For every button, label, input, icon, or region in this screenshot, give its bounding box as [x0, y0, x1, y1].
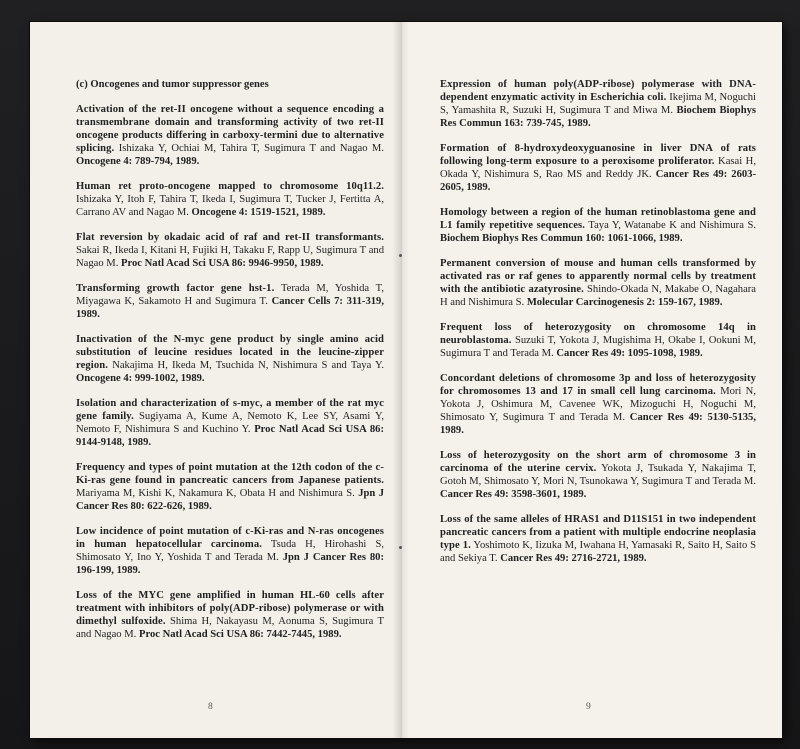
- citation-title: Loss of the MYC gene amplified in human HL-60 cells after treatment with inhibitors of poly(ADP-ribose) polymerase or with dimethyl sulfoxide.: [76, 590, 384, 627]
- citation-authors: Kasai H, Okada Y, Nishimura S, Rao MS and Reddy JK.: [440, 156, 756, 180]
- citation-entry: [76, 180, 384, 219]
- citation-title: Isolation and characterization of s-myc, a member of the rat myc gene family.: [76, 398, 384, 422]
- citation-entry: [440, 206, 756, 245]
- citation-title: Concordant deletions of chromosome 3p and loss of heterozygosity for chromosomes 13 and 17 in small cell lung carcinoma.: [440, 373, 756, 397]
- citation-title: Formation of 8-hydroxydeoxyguanosine in liver DNA of rats following long-term exposure to a peroxisome proliferator.: [440, 143, 756, 167]
- citation-source: Oncogene 4: 999-1002, 1989.: [76, 373, 205, 384]
- citation-authors: Sakai R, Ikeda I, Kitani H, Fujiki H, Takaku F, Rapp U, Sugimura T and Nagao M.: [76, 245, 384, 269]
- left-column: [76, 78, 384, 653]
- citation-source: Proc Natl Acad Sci USA 86: 7442-7445, 1989.: [138, 629, 342, 640]
- citation-source: Cancer Cells 7: 311-319, 1989.: [76, 296, 384, 320]
- citation-authors: Ikejima M, Noguchi S, Yamashita R, Suzuki H, Sugimura T and Miwa M.: [440, 92, 756, 116]
- citation-entry: [440, 257, 756, 309]
- citation-title: Human ret proto-oncogene mapped to chromosome 10q11.2.: [76, 181, 384, 192]
- citation-entry: [76, 589, 384, 641]
- citation-source: Biochem Biophys Res Commun 163: 739-745, 1989.: [440, 105, 756, 129]
- citation-entry: [76, 397, 384, 449]
- right-column: [440, 78, 756, 577]
- citation-source: Oncogene 4: 789-794, 1989.: [76, 156, 200, 167]
- citation-title: Loss of the same alleles of HRAS1 and D11S151 in two independent pancreatic cancers from a patient with multiple endocrine neoplasia type 1.: [440, 514, 756, 551]
- open-booklet: [30, 22, 782, 738]
- citation-title: Flat reversion by okadaic acid of raf and ret-II transformants.: [76, 232, 384, 243]
- page-number: 8: [208, 702, 213, 712]
- citation-source: Molecular Carcinogenesis 2: 159-167, 1989.: [526, 297, 723, 308]
- citation-entry: [76, 282, 384, 321]
- citation-source: Cancer Res 49: 2716-2721, 1989.: [500, 553, 647, 564]
- citation-authors: Tsuda H, Hirohashi S, Shimosato Y, Ino Y, Yoshida T and Terada M.: [76, 539, 384, 563]
- right-page: [400, 22, 782, 738]
- binding-staple: [399, 546, 402, 549]
- citation-source: Proc Natl Acad Sci USA 86: 9144-9148, 1989.: [76, 424, 384, 448]
- citation-source: Jpn J Cancer Res 80: 196-199, 1989.: [76, 552, 384, 576]
- citation-authors: Nakajima H, Ikeda M, Tsuchida N, Nishimura S and Taya Y.: [112, 360, 384, 371]
- citation-source: Cancer Res 49: 1095-1098, 1989.: [556, 348, 703, 359]
- citation-authors: Sugiyama A, Kume A, Nemoto K, Lee SY, Asami Y, Nemoto F, Nishimura S and Kuchino Y.: [76, 411, 384, 435]
- citation-entry: [440, 142, 756, 194]
- page-number: 9: [586, 702, 591, 712]
- citation-source: Proc Natl Acad Sci USA 86: 9946-9950, 1989.: [121, 258, 324, 269]
- citation-title: Homology between a region of the human retinoblastoma gene and L1 family repetitive sequences.: [440, 207, 756, 231]
- citation-source: Cancer Res 49: 2603-2605, 1989.: [440, 169, 756, 193]
- citation-authors: Ishizaka Y, Ochiai M, Tahira T, Sugimura T and Nagao M.: [118, 143, 384, 154]
- citation-authors: Taya Y, Watanabe K and Nishimura S.: [588, 220, 756, 231]
- citation-entry: [440, 78, 756, 130]
- citation-source: Oncogene 4: 1519-1521, 1989.: [191, 207, 326, 218]
- citation-title: Frequency and types of point mutation at the 12th codon of the c-Ki-ras gene found in pancreatic cancers from Japanese patients.: [76, 462, 384, 486]
- book-gutter: [392, 22, 410, 738]
- citation-title: Transforming growth factor gene hst-1.: [76, 283, 275, 294]
- citation-title: Permanent conversion of mouse and human cells transformed by activated ras or raf genes to apparently normal cells by treatment with the antibiotic azatyrosine.: [440, 258, 756, 295]
- citation-entry: [76, 333, 384, 385]
- citation-entry: [440, 513, 756, 565]
- citation-authors: Ishizaka Y, Itoh F, Tahira T, Ikeda I, Sugimura T, Tucker J, Fertitta A, Carrano AV and Nagao M.: [76, 194, 384, 218]
- citation-entry: [440, 321, 756, 360]
- citation-entry: [76, 103, 384, 168]
- citation-entry: [76, 461, 384, 513]
- citation-title: Activation of the ret-II oncogene without a sequence encoding a transmembrane domain and transforming activity of two ret-II oncogene products differing in carboxy-termini due to alternative splicing.: [76, 104, 384, 154]
- citation-title: Loss of heterozygosity on the short arm of chromosome 3 in carcinoma of the uterine cervix.: [440, 450, 756, 474]
- citation-entry: [440, 449, 756, 501]
- citation-authors: Yoshimoto K, Iizuka M, Iwahana H, Yamasaki R, Saito H, Saito S and Sekiya T.: [440, 540, 756, 564]
- citation-authors: Suzuki T, Yokota J, Mugishima H, Okabe I, Ookuni M, Sugimura T and Terada M.: [440, 335, 756, 359]
- citation-title: Inactivation of the N-myc gene product by single amino acid substitution of leucine residues located in the leucine-zipper region.: [76, 334, 384, 371]
- citation-source: Cancer Res 49: 3598-3601, 1989.: [440, 489, 587, 500]
- citation-authors: Shima H, Nakayasu M, Aonuma S, Sugimura T and Nagao M.: [76, 616, 384, 640]
- citation-authors: Mariyama M, Kishi K, Nakamura K, Obata H and Nishimura S.: [76, 488, 355, 499]
- left-page: [30, 22, 400, 738]
- citation-source: Biochem Biophys Res Commun 160: 1061-1066, 1989.: [440, 233, 683, 244]
- citation-source: Cancer Res 49: 5130-5135, 1989.: [440, 412, 757, 436]
- citation-title: Expression of human poly(ADP-ribose) polymerase with DNA-dependent enzymatic activity in Escherichia coli.: [440, 79, 756, 103]
- section-heading: (c) Oncogenes and tumor suppressor genes: [76, 79, 269, 90]
- citation-source: Jpn J Cancer Res 80: 622-626, 1989.: [76, 488, 384, 512]
- citation-authors: Shindo-Okada N, Makabe O, Nagahara H and Nishimura S.: [440, 284, 757, 308]
- citation-entry: [76, 231, 384, 270]
- citation-entry: [440, 372, 756, 437]
- citation-authors: Yokota J, Tsukada Y, Nakajima T, Gotoh M, Shimosato Y, Mori N, Tsunokawa Y, Sugimura T and Terada M.: [440, 463, 756, 487]
- binding-staple: [399, 254, 402, 257]
- citation-entry: [76, 525, 384, 577]
- citation-title: Low incidence of point mutation of c-Ki-ras and N-ras oncogenes in human hepatocellular carcinoma.: [76, 526, 384, 550]
- citation-title: Frequent loss of heterozygosity on chromosome 14q in neuroblastoma.: [440, 322, 756, 346]
- citation-authors: Mori N, Yokota J, Oshimura M, Cavenee WK, Mizoguchi H, Noguchi M, Shimosato Y, Sugimura T and Terada M.: [440, 386, 756, 423]
- citation-authors: Terada M, Yoshida T, Miyagawa K, Sakamoto H and Sugimura T.: [76, 283, 384, 307]
